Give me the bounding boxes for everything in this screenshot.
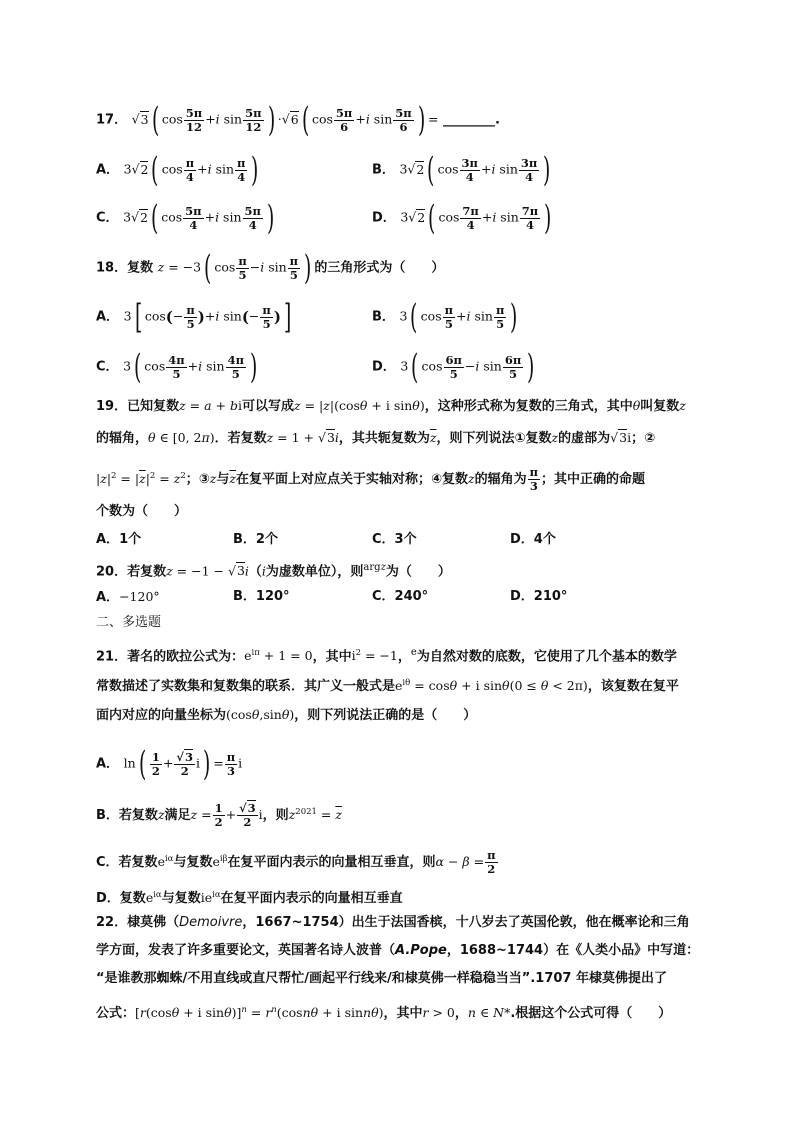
q18-option-a[interactable]: A． 3[ cos(− $\frac{\pi}{5}$ )+i sin(− $\frac{\pi}{5}$ )]: [96, 297, 292, 337]
q21-line-3: 面内对应的向量坐标为(cosθ,sinθ)，则下列说法正确的是（ ）: [96, 707, 477, 723]
q19-option-d[interactable]: D．4个: [510, 532, 556, 547]
q18-number: 18．: [96, 260, 128, 276]
q22-number: 22．: [96, 915, 128, 930]
q20-option-c[interactable]: C．240°: [372, 589, 429, 604]
q19-line-4: 个数为（ ）: [96, 504, 188, 519]
q19-option-a[interactable]: A．1个: [96, 532, 142, 547]
q17-option-b[interactable]: B． 3√2( cos $\frac{3\pi}{4}$ +i sin $\frac{3\pi}{4}$ ): [372, 150, 551, 190]
q19-line-1: 19．已知复数z = a + bi可以写成z = |z|(cosθ + i sinθ)，这种形式称为复数的三角式，其中θ叫复数z: [96, 398, 686, 414]
q21-number: 21．: [96, 649, 128, 665]
q19-line-2: 的辐角，θ ∈ [0, 2π)．若复数z = 1 + √3i，其共轭复数为$\overline{z}$，则下列说法①复数z的虚部为√3i；②: [96, 430, 656, 446]
q22-line-1: 22．棣莫佛（Demoivre，1667~1754）出生于法国香槟，十八岁去了英国伦敦，他在概率论和三角: [96, 915, 690, 930]
q20-option-d[interactable]: D．210°: [510, 589, 568, 604]
q20-option-b[interactable]: B．120°: [233, 589, 290, 604]
q19-option-c[interactable]: C．3个: [372, 532, 417, 547]
q18-option-d[interactable]: D． 3( cos $\frac{6\pi}{5}$ −i sin $\frac{6\pi}{5}$ ): [372, 347, 535, 387]
q19-option-b[interactable]: B．2个: [233, 532, 278, 547]
q22-line-2: 学方面，发表了许多重要论文，英国著名诗人波普（A.Pope，1688~1744）在《人类小品》中写道：: [96, 943, 700, 958]
q21-option-b[interactable]: B．若复数z满足z = $\frac{1}{2}$ + $\frac{√3}{2}$ i，则$z^{2021} = \overline{z}$: [96, 801, 342, 830]
q20-stem: 20．若复数z = −1 − √3i（i为虚数单位），则$^{argz}$为（ ）: [96, 562, 451, 580]
section-heading-multiple-choice: 二、多选题: [96, 615, 162, 630]
q21-line-1: 21．著名的欧拉公式为：$e^{i\pi} + 1 = 0$，其中$i^2 = -1$，$^e$为自然对数的底数，它使用了几个基本的数学: [96, 647, 677, 665]
q21-option-d[interactable]: D．复数$e^{i\alpha}$与复数$ie^{i\alpha}$在复平面内表示的向量相互垂直: [96, 890, 403, 907]
q17-stem: 17． √3( cos $\frac{5\pi}{12}$ +i sin $\frac{5\pi}{12}$ ) ·√6( cos $\frac{5\pi}{6}$ +i sin $\frac{5\pi}{6}$ ) = ________.: [96, 100, 500, 140]
q17-option-a[interactable]: A． 3√2( cos $\frac{\pi}{4}$ +i sin $\frac{\pi}{4}$ ): [96, 150, 259, 190]
q21-line-2: 常数描述了实数集和复数集的联系．其广义一般式是$e^{i\theta} = \cos\theta + i$ sinθ(0 ≤ θ < 2π)，该复数在复平: [96, 678, 679, 695]
q17-option-c[interactable]: C． 3√2( cos $\frac{5\pi}{4}$ +i sin $\frac{5\pi}{4}$ ): [96, 198, 275, 238]
q17-answer-blank: ________: [442, 112, 495, 128]
q22-line-3: “是谁教那蜘蛛/不用直线或直尺帮忙/画起平行线来/和棣莫佛一样稳稳当当”.1707 年棣莫佛提出了: [96, 971, 667, 986]
q21-option-a[interactable]: A． ln( $\frac{1}{2}$ + $\frac{√3}{2}$ i) = $\frac{\pi}{3}$ i: [96, 744, 243, 784]
q21-option-c[interactable]: C．若复数$e^{i\alpha}$与复数$e^{i\beta}$在复平面内表示的向量相互垂直，则α − β = $\frac{\pi}{2}$: [96, 848, 496, 877]
q18-stem: 18．复数 z = −3( cos $\frac{\pi}{5}$ −i sin $\frac{\pi}{5}$ ) 的三角形式为（ ）: [96, 248, 445, 288]
q20-number: 20．: [96, 564, 128, 580]
q18-option-c[interactable]: C． 3( cos $\frac{4\pi}{5}$ +i sin $\frac{4\pi}{5}$ ): [96, 347, 258, 387]
q20-option-a[interactable]: A．−120°: [96, 589, 160, 605]
q17-number: 17．: [96, 112, 128, 128]
q19-number: 19．: [96, 399, 128, 414]
q22-line-4: 公式：[r(cosθ + i $\sin\theta)]^n = r^n(\cos n\theta + i$ sinnθ)，其中r > 0，n ∈ N*.根据这个公式可得（ ）: [96, 1005, 672, 1022]
q17-option-d[interactable]: D． 3√2( cos $\frac{7\pi}{4}$ +i sin $\frac{7\pi}{4}$ ): [372, 198, 552, 238]
q18-option-b[interactable]: B． 3( cos $\frac{\pi}{5}$ +i sin $\frac{\pi}{5}$ ): [372, 297, 518, 337]
q19-line-3: $|z|^2 = |\overline{z}|^2 = z^2$；③z与$\overline{z}$在复平面上对应点关于实轴对称；④复数z的辐角为 $\frac{\pi}{3}$ ；其中正确的命题: [96, 465, 646, 494]
